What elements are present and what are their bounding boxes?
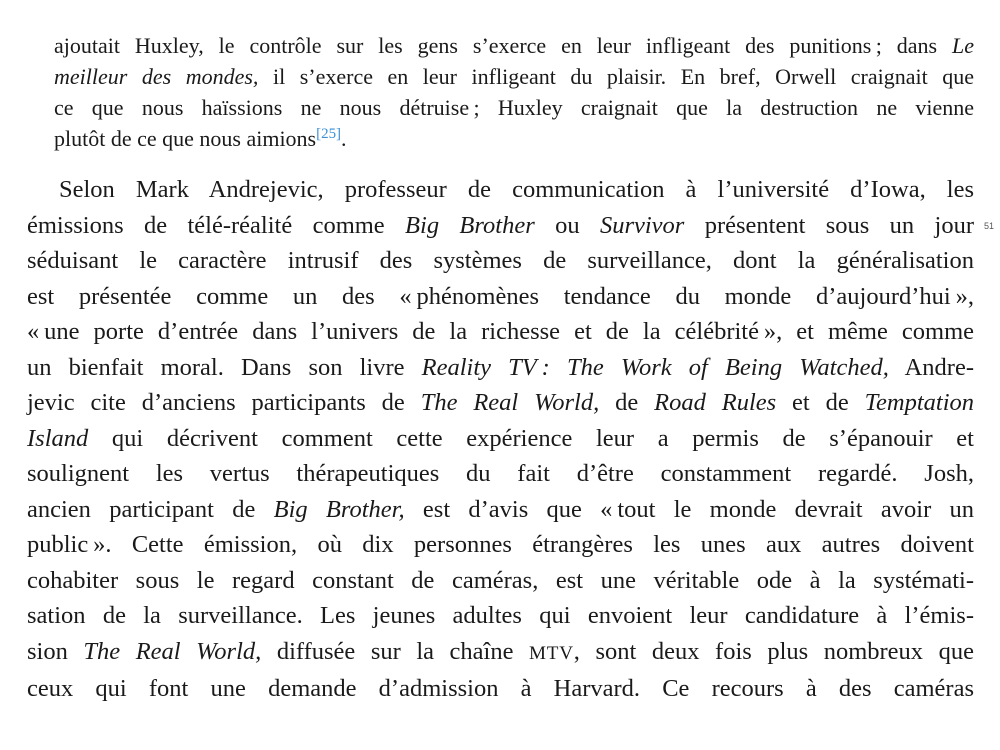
paragraph-line: jevic cite d’anciens participants de The Real World, de Road Rules et de Temptation: [27, 389, 975, 416]
paragraph-line: est présentée comme un des « phénomènes tendance du monde d’aujourd’hui »,: [27, 282, 974, 310]
paragraph-line: séduisant le caractère intrusif des systèmes de surveillance, dont la généralisation: [27, 247, 974, 274]
footnote-link[interactable]: [25]: [316, 125, 342, 142]
paragraph-line: émissions de télé-réalité comme Big Brother ou Survivor présentent sous un jour: [27, 211, 974, 239]
quote-line: ce que nous haïssions ne nous détruise ; Huxley craignait que la destruction ne vienne: [54, 95, 974, 120]
paragraph-line: « une porte d’entrée dans l’univers de la richesse et de la célébrité », et même comme: [27, 318, 974, 345]
page-number: 51: [984, 221, 995, 231]
paragraph-line: Selon Mark Andrejevic, professeur de communication à l’université d’Iowa, les: [59, 176, 974, 203]
paragraph-line: public ». Cette émission, où dix personnes étrangères les unes aux autres doivent: [27, 531, 974, 558]
paragraph-line: Island qui décrivent comment cette expérience leur a permis de s’épanouir et: [27, 424, 974, 452]
paragraph-line: un bienfait moral. Dans son livre Reality TV : The Work of Being Watched, Andre-: [27, 353, 974, 381]
paragraph-line: sion The Real World, diffusée sur la chaîne MTV, sont deux fois plus nombreux que: [27, 637, 974, 665]
paragraph-line: soulignent les vertus thérapeutiques du fait d’être constamment regardé. Josh,: [27, 460, 974, 487]
quote-line: ajoutait Huxley, le contrôle sur les gens s’exerce en leur infligeant des punitions ; dans Le: [54, 33, 974, 58]
paragraph-line: ceux qui font une demande d’admission à Harvard. Ce recours à des caméras: [27, 675, 974, 702]
paragraph-line: sation de la surveillance. Les jeunes adultes qui envoient leur candidature à l’émis-: [27, 602, 974, 629]
quote-line: meilleur des mondes, il s’exerce en leur infligeant du plaisir. En bref, Orwell craignait que: [54, 64, 974, 89]
paragraph-line: cohabiter sous le regard constant de caméras, est une véritable ode à la systémati-: [27, 566, 974, 594]
block-quote: [54, 30, 974, 154]
paragraph-line: ancien participant de Big Brother, est d’avis que « tout le monde devrait avoir un: [27, 495, 974, 523]
quote-line: plutôt de ce que nous aimions[25].: [54, 125, 347, 151]
body-paragraph: [27, 172, 974, 707]
